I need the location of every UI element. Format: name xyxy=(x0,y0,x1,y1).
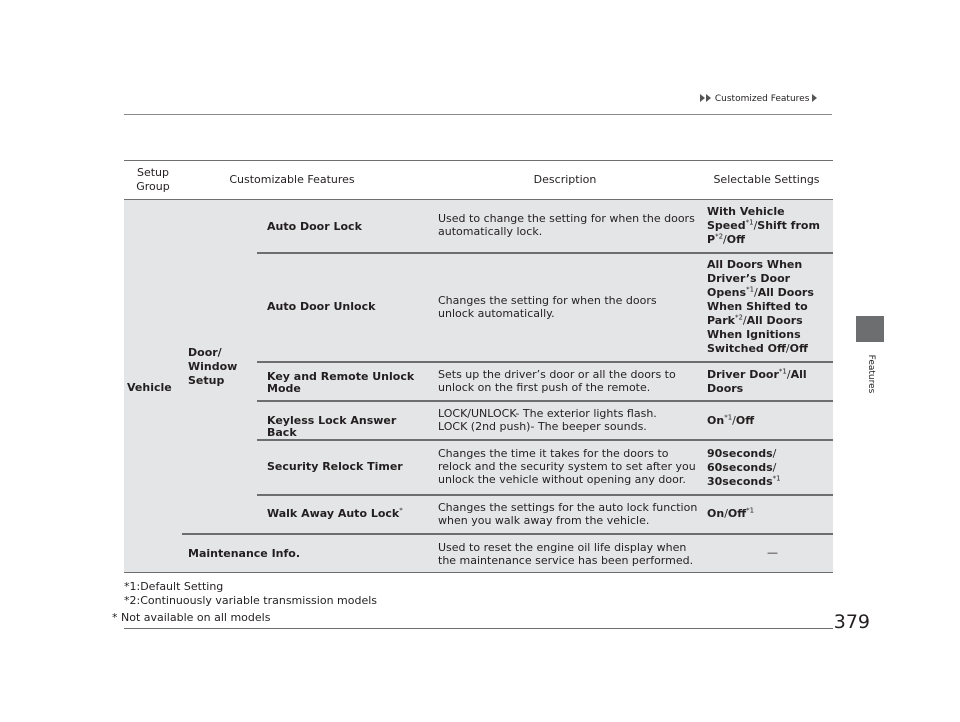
arrow-right-icon xyxy=(706,94,711,102)
table-row-feature: Auto Door Lock xyxy=(267,220,362,233)
header-divider xyxy=(124,114,832,115)
footer-divider xyxy=(124,628,833,629)
group-label-vehicle: Vehicle xyxy=(127,381,172,394)
table-row-description: LOCK/UNLOCK- The exterior lights flash. LOCK (2nd push)- The beeper sounds. xyxy=(438,407,657,433)
table-row-description: Used to change the setting for when the doors automatically lock. xyxy=(438,212,695,238)
table-row-description: Changes the settings for the auto lock function when you walk away from the vehicle. xyxy=(438,501,698,527)
row-divider xyxy=(182,533,833,535)
row-divider xyxy=(257,400,833,402)
table-row-settings: Driver Door$^{*1}$/All Doors xyxy=(707,367,807,395)
table-row-description: Sets up the driver’s door or all the doors to unlock on the first push of the remote. xyxy=(438,368,676,394)
table-row-settings: On/Off$^{*1}$ xyxy=(707,506,755,520)
header-customizable-features: Customizable Features xyxy=(229,173,355,186)
arrow-right-icon xyxy=(812,94,817,102)
table-row-settings: 90seconds/ 60seconds/ 30seconds$^{*1}$ xyxy=(707,447,781,488)
breadcrumb xyxy=(700,94,818,104)
table-row-description: Used to reset the engine oil life display when the maintenance service has been performed. xyxy=(438,541,694,567)
table-row-feature: Auto Door Unlock xyxy=(267,300,376,313)
section-tab[interactable] xyxy=(856,316,884,342)
table-row-feature: Key and Remote Unlock Mode xyxy=(267,370,415,395)
page-number: 379 xyxy=(833,611,870,633)
table-row-feature: Keyless Lock Answer Back xyxy=(267,414,397,439)
arrow-right-icon xyxy=(700,94,705,102)
table-row-settings: — xyxy=(767,546,778,559)
group-label-door-window-setup: Door/ Window Setup xyxy=(188,346,238,387)
table-row-description: Changes the setting for when the doors unlock automatically. xyxy=(438,294,657,320)
row-divider xyxy=(257,361,833,363)
footnote-marker: * xyxy=(399,506,403,515)
table-row-settings: On$^{*1}$/Off xyxy=(707,413,755,427)
table-row-feature: Walk Away Auto Lock* xyxy=(267,506,403,520)
footnote-cvt-models: *2:Continuously variable transmission models xyxy=(124,594,378,607)
header-description: Description xyxy=(533,173,597,186)
footnote-default-setting: *1:Default Setting xyxy=(124,580,224,593)
header-selectable-settings: Selectable Settings xyxy=(713,173,820,186)
row-divider xyxy=(257,439,833,441)
row-divider xyxy=(257,494,833,496)
row-divider xyxy=(257,252,833,254)
section-tab-label: Features xyxy=(866,354,876,394)
breadcrumb-label: Customized Features xyxy=(714,94,810,104)
table-top-divider xyxy=(124,160,833,161)
table-row-feature: Security Relock Timer xyxy=(267,460,403,473)
table-row-feature: Maintenance Info. xyxy=(188,547,301,560)
header-setup-group: Setup Group xyxy=(136,166,170,193)
table-row-settings: With Vehicle Speed$^{*1}$/Shift from $P^{*2}$/Off xyxy=(707,205,820,246)
table-row-description: Changes the time it takes for the doors to relock and the security system to set after you unlock the vehicle without opening any door. xyxy=(438,447,696,486)
table-row-settings: All Doors When Driver’s Door Opens$^{*1}$/All Doors When Shifted to Park$^{*2}$/All Doors When Ignitions Switched Off/Off xyxy=(707,258,814,355)
footnote-not-available: * Not available on all models xyxy=(112,611,271,624)
